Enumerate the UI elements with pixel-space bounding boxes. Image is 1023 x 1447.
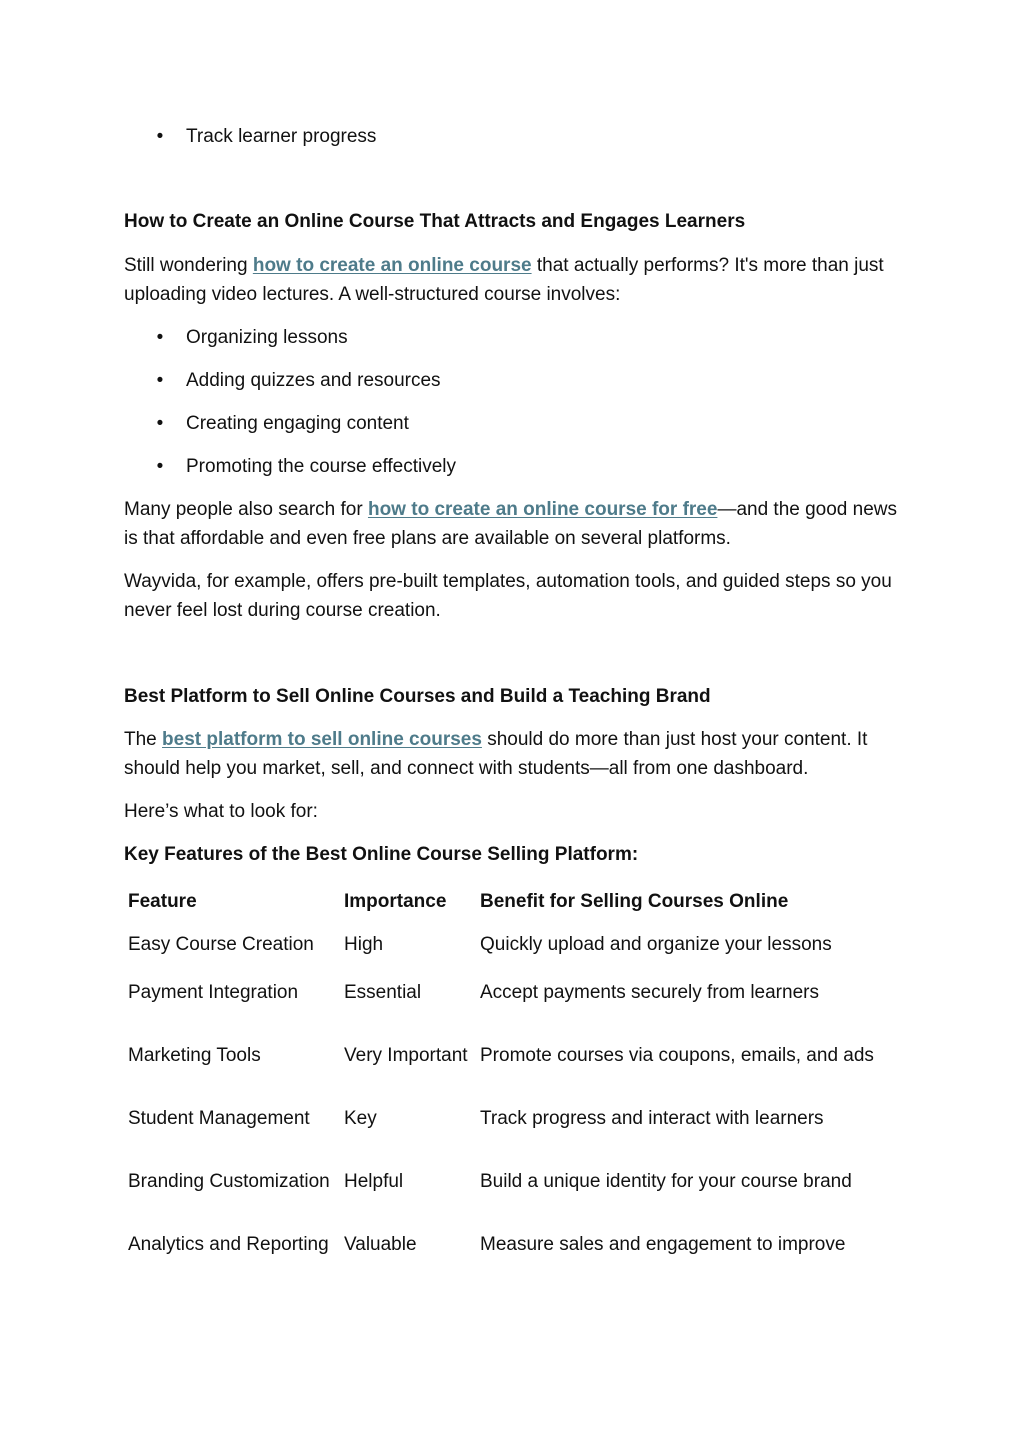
table-title: Key Features of the Best Online Course Selling Platform:	[124, 844, 639, 865]
column-header-benefit: Benefit for Selling Courses Online	[480, 890, 789, 912]
features-table	[124, 882, 914, 1268]
paragraph-free-course	[124, 495, 914, 553]
cell-benefit: Accept payments securely from learners	[480, 981, 819, 1003]
list-item-text: Track learner progress	[186, 126, 377, 147]
cell-importance: Key	[344, 1107, 377, 1129]
column-header-feature: Feature	[128, 890, 197, 912]
top-bullet-list	[124, 122, 914, 165]
table-row	[124, 1142, 914, 1220]
list-item-text: Adding quizzes and resources	[186, 370, 441, 391]
text: Many people also search for	[124, 499, 368, 520]
cell-benefit: Build a unique identity for your course brand	[480, 1170, 852, 1192]
link-create-online-course-free[interactable]: how to create an online course for free	[367, 499, 718, 520]
cell-benefit: Quickly upload and organize your lessons	[480, 933, 832, 955]
paragraph-look-for: Here’s what to look for:	[124, 801, 318, 822]
bullet-icon: •	[156, 456, 164, 477]
cell-feature: Easy Course Creation	[128, 933, 314, 955]
section-heading-create-course: How to Create an Online Course That Attracts and Engages Learners	[124, 211, 746, 232]
list-item	[124, 409, 914, 438]
table-row	[124, 920, 914, 968]
bullet-icon: •	[156, 370, 164, 391]
list-item-text: Promoting the course effectively	[186, 456, 457, 477]
list-item	[124, 122, 914, 151]
cell-importance: High	[344, 933, 384, 955]
table-header-row	[124, 882, 914, 920]
link-best-platform-sell-courses[interactable]: best platform to sell online courses	[162, 729, 482, 750]
cell-benefit: Measure sales and engagement to improve	[480, 1233, 846, 1255]
list-item	[124, 323, 914, 352]
table-row	[124, 1094, 914, 1142]
cell-importance: Essential	[344, 981, 422, 1003]
table-row	[124, 1220, 914, 1268]
paragraph-intro	[124, 251, 914, 309]
list-item-text: Creating engaging content	[186, 413, 409, 434]
bullet-icon: •	[156, 327, 164, 348]
list-item	[124, 452, 914, 481]
paragraph-wayvida: Wayvida, for example, offers pre-built templates, automation tools, and guided steps so you never feel lost during course creation.	[124, 571, 892, 621]
column-header-importance: Importance	[344, 890, 447, 912]
cell-benefit: Promote courses via coupons, emails, and ads	[480, 1044, 874, 1066]
text: —and the good news is that affordable and even free plans are available on several platforms.	[124, 499, 898, 549]
text: should do more than just host your content. It should help you market, sell, and connect with students—all from one dashboard.	[124, 729, 868, 779]
cell-feature: Analytics and Reporting	[128, 1233, 329, 1255]
table-row	[124, 1016, 914, 1094]
list-item	[124, 366, 914, 395]
bullet-icon: •	[156, 126, 164, 147]
text: that actually performs? It's more than just uploading video lectures. A well-structured course involves:	[124, 255, 884, 305]
paragraph-best-platform	[124, 725, 914, 783]
cell-feature: Payment Integration	[128, 981, 299, 1003]
text: The	[124, 729, 163, 750]
cell-importance: Valuable	[344, 1233, 417, 1255]
cell-feature: Marketing Tools	[128, 1044, 261, 1066]
cell-importance: Very Important	[344, 1044, 468, 1066]
cell-importance: Helpful	[344, 1170, 404, 1192]
cell-feature: Student Management	[128, 1107, 310, 1129]
cell-feature: Branding Customization	[128, 1170, 330, 1192]
course-steps-list	[124, 323, 914, 495]
section-heading-best-platform: Best Platform to Sell Online Courses and Build a Teaching Brand	[124, 686, 711, 707]
table-row	[124, 968, 914, 1016]
bullet-icon: •	[156, 413, 164, 434]
list-item-text: Organizing lessons	[186, 327, 348, 348]
link-how-to-create-online-course[interactable]: how to create an online course	[252, 255, 532, 276]
text: Still wondering	[124, 255, 253, 276]
cell-benefit: Track progress and interact with learners	[480, 1107, 824, 1129]
